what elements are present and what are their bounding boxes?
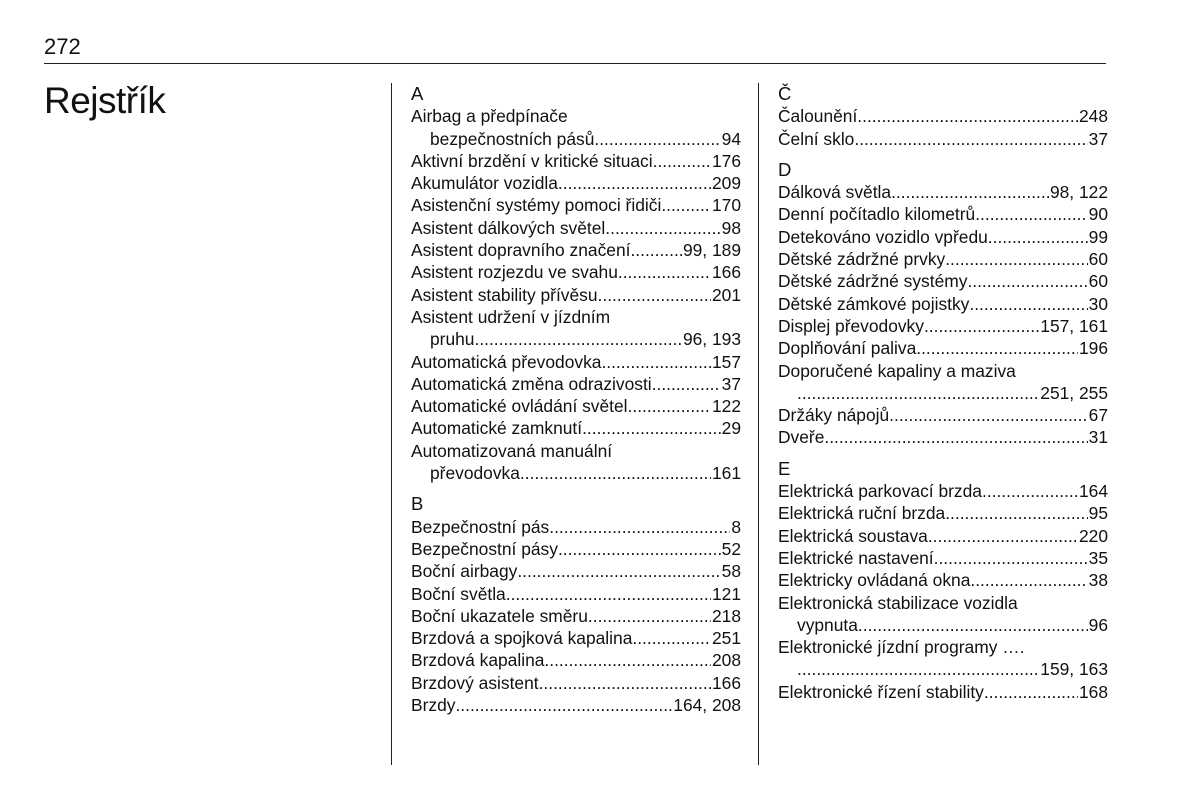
entry-label: bezpečnostních pásů bbox=[430, 128, 595, 149]
entry-line bbox=[778, 128, 1108, 150]
entry-line bbox=[778, 426, 1108, 448]
dot-leader bbox=[967, 270, 1087, 292]
entry-line bbox=[411, 172, 741, 194]
index-entry[interactable] bbox=[411, 261, 741, 283]
entry-line bbox=[778, 293, 1108, 315]
entry-label: Brzdová a spojková kapalina bbox=[411, 628, 633, 649]
dot-leader bbox=[858, 614, 1088, 636]
index-entry[interactable] bbox=[778, 337, 1108, 359]
dot-leader bbox=[628, 395, 711, 417]
entry-line bbox=[411, 351, 741, 373]
entry-head bbox=[778, 636, 1108, 658]
entry-head bbox=[411, 306, 741, 328]
dot-leader bbox=[891, 181, 1049, 203]
entry-label: Boční airbagy bbox=[411, 561, 518, 582]
page-reference: 209 bbox=[711, 173, 741, 194]
entry-line bbox=[411, 284, 741, 306]
dot-leader bbox=[517, 560, 720, 582]
entry-label: Elektronické jízdní programy …. bbox=[778, 637, 1025, 658]
dot-leader bbox=[558, 172, 711, 194]
entry-label: vypnuta bbox=[797, 614, 858, 635]
index-entry[interactable] bbox=[778, 502, 1108, 524]
index-entry[interactable] bbox=[411, 649, 741, 671]
page-reference: 96, 193 bbox=[682, 329, 741, 350]
dot-leader bbox=[632, 627, 711, 649]
dot-leader bbox=[982, 480, 1078, 502]
entry-line bbox=[778, 315, 1108, 337]
entry-label: Automatická změna odrazivosti bbox=[411, 373, 652, 394]
entry-line bbox=[411, 649, 741, 671]
dot-leader bbox=[539, 672, 711, 694]
index-section bbox=[411, 493, 741, 716]
entry-line bbox=[411, 560, 741, 582]
page-reference: 121 bbox=[711, 583, 741, 604]
entry-label: Doplňování paliva bbox=[778, 338, 917, 359]
index-entry[interactable] bbox=[778, 592, 1108, 637]
page-reference: 38 bbox=[1088, 570, 1108, 591]
page-reference: 90 bbox=[1088, 204, 1108, 225]
index-entry[interactable] bbox=[411, 538, 741, 560]
entry-label: Dětské zámkové pojistky bbox=[778, 293, 970, 314]
index-entry[interactable] bbox=[778, 681, 1108, 703]
entry-label: Čelní sklo bbox=[778, 128, 855, 149]
entry-head bbox=[411, 105, 741, 127]
page-reference: 58 bbox=[721, 561, 741, 582]
index-entry[interactable] bbox=[411, 172, 741, 194]
index-entry[interactable] bbox=[778, 525, 1108, 547]
dot-leader bbox=[594, 128, 720, 150]
index-entry[interactable] bbox=[411, 306, 741, 351]
index-entry[interactable] bbox=[411, 440, 741, 485]
page-reference: 166 bbox=[711, 672, 741, 693]
dot-leader bbox=[889, 404, 1087, 426]
dot-leader bbox=[824, 426, 1087, 448]
index-entry[interactable] bbox=[778, 293, 1108, 315]
index-entry[interactable] bbox=[411, 672, 741, 694]
index-entry[interactable] bbox=[778, 181, 1108, 203]
entry-label: Dveře bbox=[778, 427, 825, 448]
index-entry[interactable] bbox=[778, 270, 1108, 292]
page-reference: 96 bbox=[1088, 614, 1108, 635]
dot-leader bbox=[970, 569, 1087, 591]
dot-leader bbox=[661, 194, 711, 216]
index-entry[interactable] bbox=[411, 395, 741, 417]
entry-line bbox=[411, 194, 741, 216]
entry-label: Automatické ovládání světel bbox=[411, 396, 628, 417]
index-entry[interactable] bbox=[411, 583, 741, 605]
dot-leader bbox=[506, 583, 711, 605]
dot-leader bbox=[588, 605, 711, 627]
page-reference: 196 bbox=[1078, 338, 1108, 359]
dot-leader bbox=[934, 547, 1088, 569]
index-entry[interactable] bbox=[778, 426, 1108, 448]
index-entry[interactable] bbox=[411, 516, 741, 538]
dot-leader bbox=[916, 337, 1078, 359]
index-section bbox=[778, 159, 1108, 449]
entry-label: Dálková světla bbox=[778, 182, 892, 203]
entry-line bbox=[778, 226, 1108, 248]
page-reference: 95 bbox=[1088, 503, 1108, 524]
index-entry[interactable] bbox=[778, 547, 1108, 569]
entry-label: převodovka bbox=[430, 463, 520, 484]
entry-label: Asistent dálkových světel bbox=[411, 217, 606, 238]
section-letter: D bbox=[778, 158, 792, 180]
dot-leader bbox=[605, 217, 720, 239]
entry-line bbox=[411, 583, 741, 605]
page-reference: 8 bbox=[731, 516, 741, 537]
page-reference: 251 bbox=[711, 628, 741, 649]
dot-leader bbox=[854, 128, 1087, 150]
entry-line bbox=[778, 248, 1108, 270]
entry-line bbox=[411, 217, 741, 239]
column-divider bbox=[391, 83, 392, 765]
entry-label: Asistent rozjezdu ve svahu bbox=[411, 262, 618, 283]
entry-label: Elektronická stabilizace vozidla bbox=[778, 592, 1018, 613]
entry-line bbox=[411, 516, 741, 538]
entry-label: Brzdový asistent bbox=[411, 672, 539, 693]
index-entry[interactable] bbox=[411, 373, 741, 395]
page-reference: 248 bbox=[1078, 106, 1108, 127]
entry-label: Boční světla bbox=[411, 583, 506, 604]
entry-label: Elektronické řízení stability bbox=[778, 681, 984, 702]
entry-line bbox=[778, 337, 1108, 359]
entry-line bbox=[778, 502, 1108, 524]
index-entry[interactable] bbox=[411, 605, 741, 627]
column-divider bbox=[758, 83, 759, 765]
index-entry[interactable] bbox=[411, 239, 741, 261]
entry-label: Čalounění bbox=[778, 106, 858, 127]
index-column-1 bbox=[411, 83, 741, 716]
page-reference: 166 bbox=[711, 262, 741, 283]
dot-leader bbox=[924, 315, 1039, 337]
entry-label: Asistenční systémy pomoci řidiči bbox=[411, 195, 662, 216]
page-reference: 164, 208 bbox=[673, 695, 741, 716]
dot-leader bbox=[630, 239, 682, 261]
page-reference: 122 bbox=[711, 396, 741, 417]
entry-line bbox=[411, 462, 741, 484]
entry-label: Doporučené kapaliny a maziva bbox=[778, 360, 1016, 381]
page-reference: 98 bbox=[721, 217, 741, 238]
page-reference: 208 bbox=[711, 650, 741, 671]
dot-leader bbox=[945, 248, 1087, 270]
page-reference: 37 bbox=[1088, 128, 1108, 149]
entry-label: Asistent stability přívěsu bbox=[411, 284, 598, 305]
entry-label: Aktivní brzdění v kritické situaci bbox=[411, 150, 653, 171]
section-letter: B bbox=[411, 493, 424, 515]
entry-label: Elektricky ovládaná okna bbox=[778, 570, 971, 591]
dot-leader bbox=[969, 293, 1087, 315]
page-reference: 99 bbox=[1088, 226, 1108, 247]
dot-leader bbox=[797, 382, 1039, 404]
entry-label: Brzdová kapalina bbox=[411, 650, 545, 671]
dot-leader bbox=[857, 105, 1078, 127]
index-entry[interactable] bbox=[411, 560, 741, 582]
dot-leader bbox=[549, 516, 730, 538]
entry-line bbox=[778, 203, 1108, 225]
index-entry[interactable] bbox=[411, 417, 741, 439]
entry-label: Dětské zádržné prvky bbox=[778, 249, 946, 270]
index-entry[interactable] bbox=[778, 480, 1108, 502]
dot-leader bbox=[975, 203, 1087, 225]
dot-leader bbox=[601, 351, 711, 373]
page-reference: 67 bbox=[1088, 405, 1108, 426]
page-reference: 31 bbox=[1088, 427, 1108, 448]
dot-leader bbox=[618, 261, 711, 283]
entry-label: Asistent udržení v jízdním bbox=[411, 306, 611, 327]
index-column-2 bbox=[778, 83, 1108, 703]
entry-label: Automatická převodovka bbox=[411, 351, 602, 372]
dot-leader bbox=[544, 649, 711, 671]
index-entry[interactable] bbox=[778, 248, 1108, 270]
entry-line bbox=[778, 658, 1108, 680]
dot-leader bbox=[797, 658, 1039, 680]
index-entry[interactable] bbox=[411, 217, 741, 239]
dot-leader bbox=[652, 373, 721, 395]
page-reference: 35 bbox=[1088, 547, 1108, 568]
index-entry[interactable] bbox=[778, 360, 1108, 405]
entry-line bbox=[778, 480, 1108, 502]
entry-head bbox=[411, 440, 741, 462]
page-reference: 60 bbox=[1088, 249, 1108, 270]
entry-label: Denní počítadlo kilometrů bbox=[778, 204, 976, 225]
entry-label: Brzdy bbox=[411, 695, 456, 716]
entry-line bbox=[778, 681, 1108, 703]
entry-line bbox=[778, 614, 1108, 636]
entry-line bbox=[411, 694, 741, 716]
dot-leader bbox=[653, 150, 711, 172]
entry-line bbox=[778, 270, 1108, 292]
index-entry[interactable] bbox=[411, 351, 741, 373]
index-entry[interactable] bbox=[778, 203, 1108, 225]
entry-label: Automatizovaná manuální bbox=[411, 440, 613, 461]
entry-label: Bezpečnostní pás bbox=[411, 516, 550, 537]
section-letter: Č bbox=[778, 83, 792, 104]
entry-line bbox=[411, 261, 741, 283]
index-entry[interactable] bbox=[778, 128, 1108, 150]
index-entry[interactable] bbox=[411, 194, 741, 216]
index-entry[interactable] bbox=[778, 569, 1108, 591]
index-entry[interactable] bbox=[778, 105, 1108, 127]
entry-line bbox=[778, 404, 1108, 426]
index-entry[interactable] bbox=[778, 404, 1108, 426]
page-title: Rejstřík bbox=[44, 80, 166, 121]
page-reference: 30 bbox=[1088, 293, 1108, 314]
entry-label: Displej převodovky bbox=[778, 315, 924, 336]
entry-label: Asistent dopravního značení bbox=[411, 240, 631, 261]
entry-head bbox=[778, 592, 1108, 614]
entry-line bbox=[778, 105, 1108, 127]
index-entry[interactable] bbox=[411, 105, 741, 150]
page-number: 272 bbox=[44, 34, 81, 59]
dot-leader bbox=[474, 328, 681, 350]
entry-line bbox=[411, 328, 741, 350]
entry-line bbox=[778, 382, 1108, 404]
page-reference: 157 bbox=[711, 351, 741, 372]
dot-leader bbox=[582, 417, 721, 439]
entry-line bbox=[778, 181, 1108, 203]
dot-leader bbox=[984, 681, 1078, 703]
page-reference: 99, 189 bbox=[682, 240, 741, 261]
entry-line bbox=[411, 417, 741, 439]
index-section bbox=[411, 83, 741, 484]
entry-label: Elektrická parkovací brzda bbox=[778, 481, 982, 502]
entry-line bbox=[411, 373, 741, 395]
page-reference: 29 bbox=[721, 418, 741, 439]
dot-leader bbox=[928, 525, 1078, 547]
entry-line bbox=[411, 395, 741, 417]
index-entry[interactable] bbox=[778, 636, 1108, 681]
entry-label: Automatické zamknutí bbox=[411, 418, 583, 439]
entry-line bbox=[411, 150, 741, 172]
entry-line bbox=[411, 672, 741, 694]
index-entry[interactable] bbox=[411, 694, 741, 716]
index-entry[interactable] bbox=[411, 150, 741, 172]
page-reference: 170 bbox=[711, 195, 741, 216]
page-reference: 37 bbox=[721, 373, 741, 394]
entry-line bbox=[778, 525, 1108, 547]
entry-head bbox=[778, 360, 1108, 382]
page-reference: 60 bbox=[1088, 271, 1108, 292]
entry-label: Elektrická soustava bbox=[778, 525, 928, 546]
section-letter: E bbox=[778, 457, 791, 479]
page-reference: 218 bbox=[711, 605, 741, 626]
entry-line bbox=[411, 128, 741, 150]
page-reference: 220 bbox=[1078, 525, 1108, 546]
entry-line bbox=[778, 569, 1108, 591]
entry-line bbox=[411, 605, 741, 627]
page-reference: 164 bbox=[1078, 481, 1108, 502]
entry-label: Bezpečnostní pásy bbox=[411, 538, 558, 559]
dot-leader bbox=[988, 226, 1088, 248]
entry-label: Akumulátor vozidla bbox=[411, 173, 558, 194]
dot-leader bbox=[598, 284, 711, 306]
page-reference: 161 bbox=[711, 463, 741, 484]
page-reference: 201 bbox=[711, 284, 741, 305]
page-reference: 157, 161 bbox=[1040, 315, 1108, 336]
page-reference: 176 bbox=[711, 150, 741, 171]
index-entry[interactable] bbox=[411, 627, 741, 649]
entry-line bbox=[411, 538, 741, 560]
dot-leader bbox=[520, 462, 711, 484]
entry-line bbox=[411, 239, 741, 261]
header-rule bbox=[44, 63, 1106, 64]
entry-label: Elektrické nastavení bbox=[778, 547, 934, 568]
entry-label: Airbag a předpínače bbox=[411, 106, 568, 127]
entry-label: Dětské zádržné systémy bbox=[778, 271, 968, 292]
dot-leader bbox=[455, 694, 672, 716]
index-section bbox=[778, 83, 1108, 150]
page-reference: 168 bbox=[1078, 681, 1108, 702]
page-reference: 98, 122 bbox=[1049, 182, 1108, 203]
page-reference: 251, 255 bbox=[1040, 382, 1108, 403]
index-entry[interactable] bbox=[778, 226, 1108, 248]
index-entry[interactable] bbox=[411, 284, 741, 306]
entry-label: Detekováno vozidlo vpředu bbox=[778, 226, 988, 247]
index-section bbox=[778, 458, 1108, 703]
page-reference: 52 bbox=[721, 538, 741, 559]
entry-label: Držáky nápojů bbox=[778, 405, 890, 426]
entry-label: pruhu bbox=[430, 329, 475, 350]
index-entry[interactable] bbox=[778, 315, 1108, 337]
dot-leader bbox=[558, 538, 721, 560]
entry-line bbox=[778, 547, 1108, 569]
section-letter: A bbox=[411, 83, 424, 104]
page-reference: 94 bbox=[721, 128, 741, 149]
entry-label: Elektrická ruční brzda bbox=[778, 503, 946, 524]
page-reference: 159, 163 bbox=[1040, 659, 1108, 680]
dot-leader bbox=[945, 502, 1087, 524]
entry-label: Boční ukazatele směru bbox=[411, 605, 588, 626]
entry-line bbox=[411, 627, 741, 649]
